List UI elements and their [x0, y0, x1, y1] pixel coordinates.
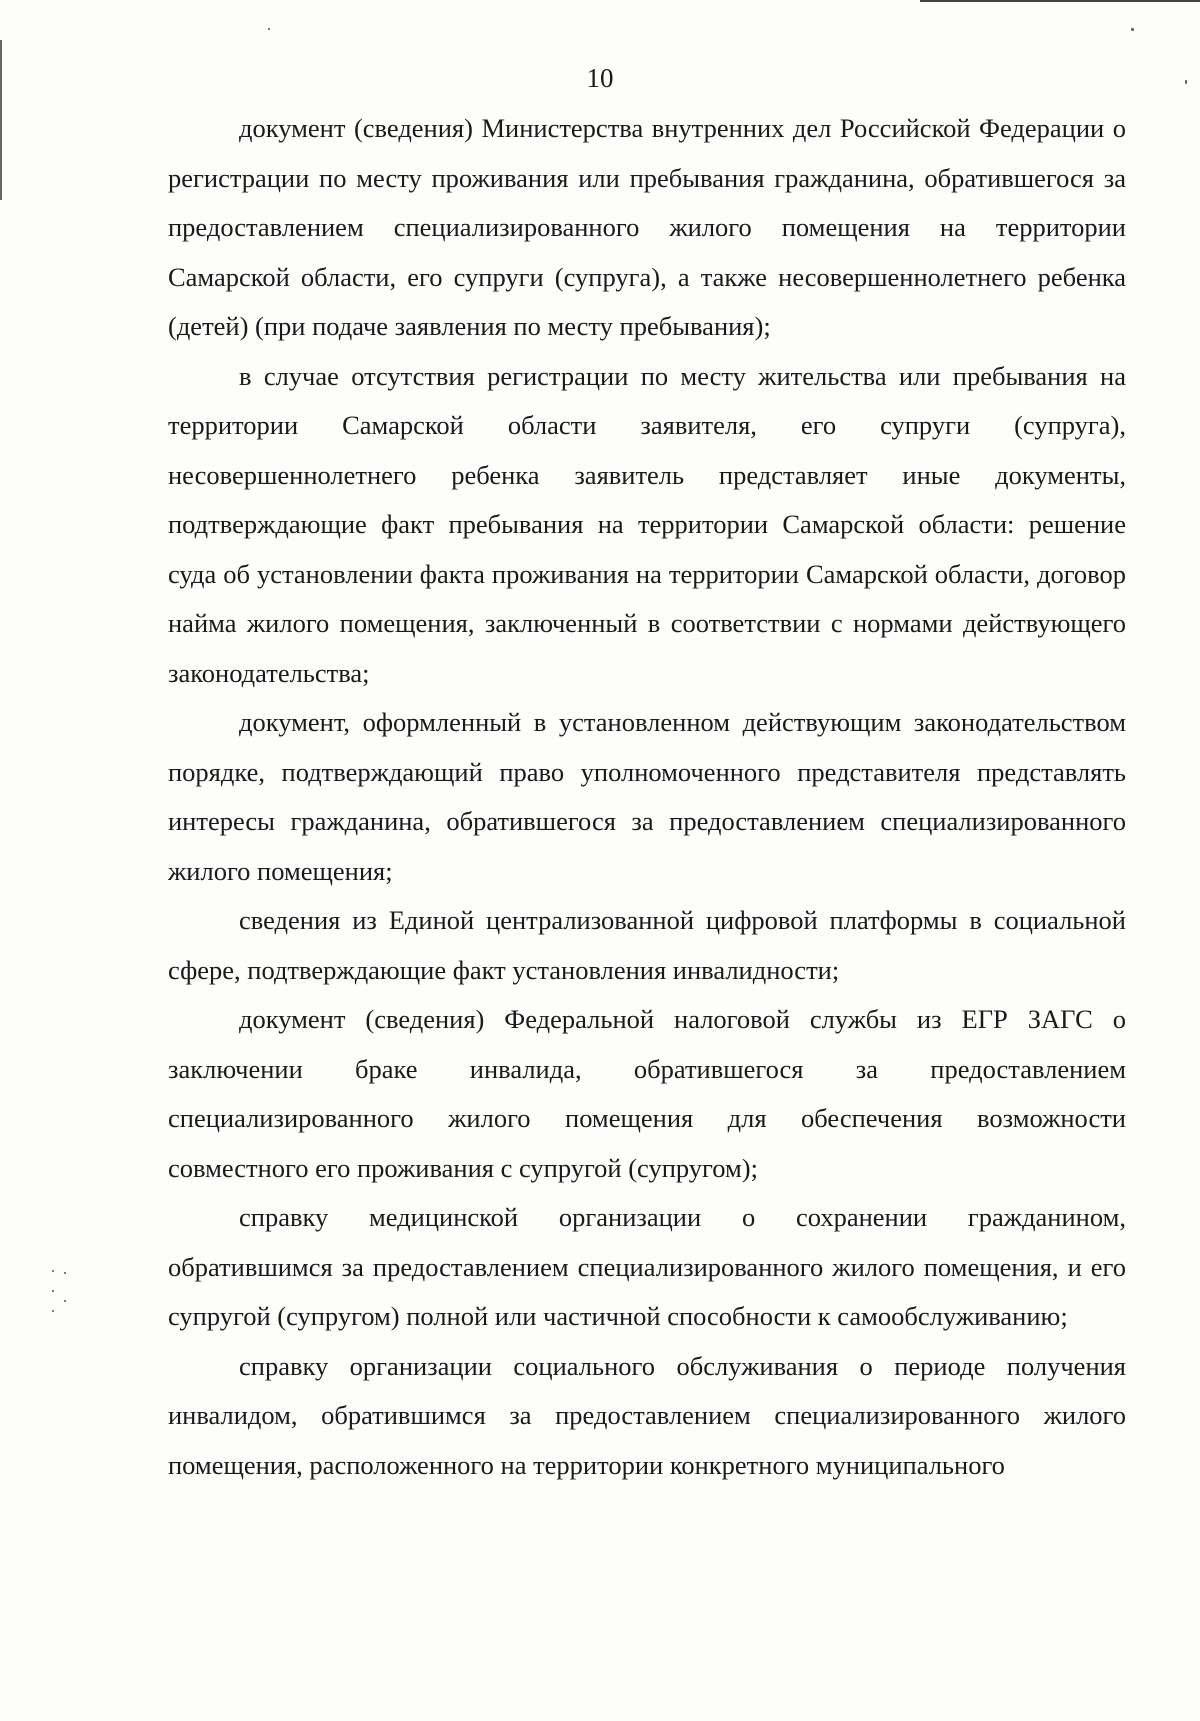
scan-speck — [64, 1272, 66, 1274]
scan-edge-rule — [920, 0, 1200, 2]
paragraph-representative-authority: документ, оформленный в установленном действующим законодательством порядке, подтверждающий право уполномоченного представителя представлять интересы гражданина, обратившегося за предоставлением специализированного жилого помещения; — [168, 707, 1126, 886]
document-body — [168, 104, 1126, 1490]
scan-speck — [52, 1290, 54, 1292]
paragraph-marriage-record: документ (сведения) Федеральной налоговой службы из ЕГР ЗАГС о заключении браке инвалида, обратившегося за предоставлением специализированного жилого помещения для обеспечения возможности совместного его проживания с супругой (супругом); — [168, 1004, 1126, 1183]
page-number: 10 — [586, 63, 614, 93]
paragraph-mvd-registration: документ (сведения) Министерства внутренних дел Российской Федерации о регистрации по месту проживания или пребывания гражданина, обратившегося за предоставлением специализированного жилого помещения на территории Самарской области, его супруги (супруга), а также несовершеннолетнего ребенка (детей) (при подаче заявления по месту пребывания); — [168, 113, 1126, 341]
scan-speck — [52, 1270, 54, 1272]
paragraph-medical-certificate: справку медицинской организации о сохранении гражданином, обратившимся за предоставлением специализированного жилого помещения, и его супругой (супругом) полной или частичной способности к самообслуживанию; — [168, 1202, 1126, 1331]
scan-speck — [52, 1310, 54, 1312]
paragraph-social-service-certificate: справку организации социального обслуживания о периоде получения инвалидом, обратившимся за предоставлением специализированного жилого помещения, расположенного на территории конкретного муниципального — [168, 1350, 1126, 1480]
scan-speck — [268, 28, 270, 30]
paragraph-disability-info: сведения из Единой централизованной цифровой платформы в социальной сфере, подтверждающие факт установления инвалидности; — [168, 905, 1126, 985]
scan-speck — [64, 1300, 66, 1302]
paragraph-no-registration: в случае отсутствия регистрации по месту жительства или пребывания на территории Самарской области заявителя, его супруги (супруга), несовершеннолетнего ребенка заявитель представляет иные документы, подтверждающие факт пребывания на территории Самарской области: решение суда об установлении факта проживания на территории Самарской области, договор найма жилого помещения, заключенный в соответствии с нормами действующего законодательства; — [168, 360, 1126, 688]
scan-speck — [1131, 28, 1134, 31]
